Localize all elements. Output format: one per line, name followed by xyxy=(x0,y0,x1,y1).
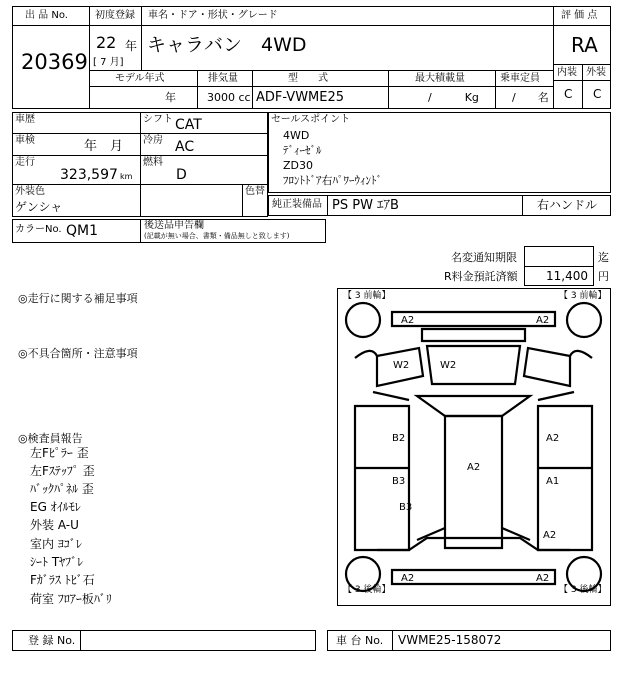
recycle-label: R料金預託済額 xyxy=(444,270,518,283)
model-value: ADF-VWME25 xyxy=(256,90,345,105)
wheel-front-left xyxy=(346,303,380,337)
lot-label: 出 品 No. xyxy=(25,10,68,21)
sales-point-2: ﾃﾞｨｰｾﾞﾙ xyxy=(283,144,322,157)
chassis-label: 車 台 No. xyxy=(336,634,384,647)
shift-label: シフト xyxy=(143,114,173,125)
displacement-label: 排気量 xyxy=(208,73,238,84)
mark-front-bumper-left: A2 xyxy=(401,315,415,326)
exterior-score: C xyxy=(593,87,602,101)
mark-right-rear-panel: A1 xyxy=(546,476,560,487)
inspector-item-4: EG ｵｲﾙﾓﾚ xyxy=(30,500,81,514)
reg-month: [ 7 月] xyxy=(93,57,124,68)
mark-windshield-right: W2 xyxy=(440,360,457,371)
interior-score: C xyxy=(564,87,573,101)
sales-points-label: セールスポイント xyxy=(271,114,351,125)
ac-value: AC xyxy=(175,139,195,155)
mileage-label: 走行 xyxy=(15,157,35,168)
reg-year: 22 xyxy=(96,33,117,52)
mark-left-rear-quarter: B3 xyxy=(399,502,413,513)
driving-notes-label: ◎走行に関する補足事項 xyxy=(18,292,138,305)
fuel-value: D xyxy=(176,167,187,183)
name-change-box[interactable] xyxy=(524,246,594,267)
corner-label-tl: 【 3 前輪】 xyxy=(343,291,391,301)
inspection-label: 車検 xyxy=(15,135,35,146)
mark-left-rear-panel: B3 xyxy=(392,476,406,487)
exterior-label: 外装 xyxy=(586,67,606,78)
exterior-color-value: ゲンシャ xyxy=(15,200,63,214)
equipment-label: 純正装備品 xyxy=(272,199,322,210)
mileage-value: 323,597 xyxy=(60,167,118,183)
equipment-value: PS PW ｴｱB xyxy=(332,198,399,213)
steering-value: 右ハンドル xyxy=(537,198,598,212)
mark-front-bumper-right: A2 xyxy=(536,315,550,326)
mark-rear-bumper-left: A2 xyxy=(401,573,415,584)
model-year-label: モデル年式 xyxy=(115,73,165,84)
score-value: RA xyxy=(571,33,598,57)
fuel-label: 燃料 xyxy=(143,157,163,168)
defects-label: ◎不具合箇所・注意事項 xyxy=(18,347,138,360)
vehicle-label: 車名・ドア・形状・グレード xyxy=(148,10,278,21)
sales-point-4: ﾌﾛﾝﾄﾄﾞｱ右ﾊﾟﾜｰｳｨﾝﾄﾞ xyxy=(283,174,382,187)
color-change-label: 色替 xyxy=(245,186,265,197)
vehicle-diagram xyxy=(337,288,611,606)
registration-label: 登 録 No. xyxy=(28,634,76,647)
inspection-value: 年 月 xyxy=(84,139,124,154)
post-report-label: 後送品申告欄 xyxy=(144,220,204,231)
post-report-note: (記載が無い場合、書類・備品無しと致します) xyxy=(144,232,290,240)
mark-right-front-door: A2 xyxy=(546,433,560,444)
car-name: キャラバン 4WD xyxy=(147,34,307,56)
model-label: 型 式 xyxy=(288,73,328,84)
inspector-item-9: 荷室 ﾌﾛｱｰ板ﾊﾞﾘ xyxy=(30,592,112,606)
lot-number: 20369 xyxy=(21,50,88,74)
inspector-label: ◎検査員報告 xyxy=(18,432,83,445)
mark-windshield-left: W2 xyxy=(393,360,410,371)
recycle-value: 11,400 xyxy=(546,269,588,283)
inspector-item-1: 左Fﾋﾟﾗｰ 歪 xyxy=(30,446,89,460)
history-label: 車歴 xyxy=(15,114,35,125)
score-label: 評 価 点 xyxy=(561,10,598,21)
inspector-item-6: 室内 ﾖｺﾞﾚ xyxy=(30,537,82,551)
first-reg-label: 初度登録 xyxy=(95,10,135,21)
corner-label-tr: 【 3 前輪】 xyxy=(559,291,607,301)
mark-rear-bumper-right: A2 xyxy=(536,573,550,584)
inspector-item-7: ｼｰﾄ Tﾔﾌﾞﾚ xyxy=(30,555,84,569)
inspector-item-8: Fｶﾞﾗｽ ﾄﾋﾞ石 xyxy=(30,573,95,587)
mileage-unit: km xyxy=(120,172,133,181)
capacity-value: / 名 xyxy=(512,91,549,104)
inspector-item-2: 左Fｽﾃｯﾌﾟ 歪 xyxy=(30,464,95,478)
model-year-value: 年 xyxy=(165,91,176,104)
inspector-item-5: 外装 A-U xyxy=(30,518,79,532)
mark-roof: A2 xyxy=(467,462,481,473)
ac-label: 冷房 xyxy=(143,135,163,146)
sales-point-3: ZD30 xyxy=(283,159,314,172)
corner-label-bl: 【 3 後輪】 xyxy=(343,585,391,595)
shift-value: CAT xyxy=(175,117,202,133)
color-no-value: QM1 xyxy=(66,223,99,239)
color-no-label: カラーNo. xyxy=(15,224,62,235)
recycle-unit: 円 xyxy=(598,270,609,283)
capacity-label: 乗車定員 xyxy=(500,73,540,84)
wheel-front-right xyxy=(567,303,601,337)
corner-label-br: 【 3 後輪】 xyxy=(559,585,607,595)
reg-year-unit: 年 xyxy=(125,39,138,53)
interior-label: 内装 xyxy=(557,67,577,78)
max-load-label: 最大積載量 xyxy=(415,73,465,84)
name-change-unit: 迄 xyxy=(598,251,609,264)
chassis-value: VWME25-158072 xyxy=(398,633,502,647)
exterior-color-label: 外装色 xyxy=(15,186,45,197)
name-change-label: 名変通知期限 xyxy=(451,251,517,264)
sales-point-1: 4WD xyxy=(283,129,310,142)
max-load-value: / Kg xyxy=(428,91,479,104)
inspector-item-3: ﾊﾞｯｸﾊﾟﾈﾙ 歪 xyxy=(30,482,94,496)
mark-right-rear-quarter: A2 xyxy=(543,530,557,541)
mark-left-front-pillar: B2 xyxy=(392,433,406,444)
displacement-value: 3000 cc xyxy=(207,91,251,104)
